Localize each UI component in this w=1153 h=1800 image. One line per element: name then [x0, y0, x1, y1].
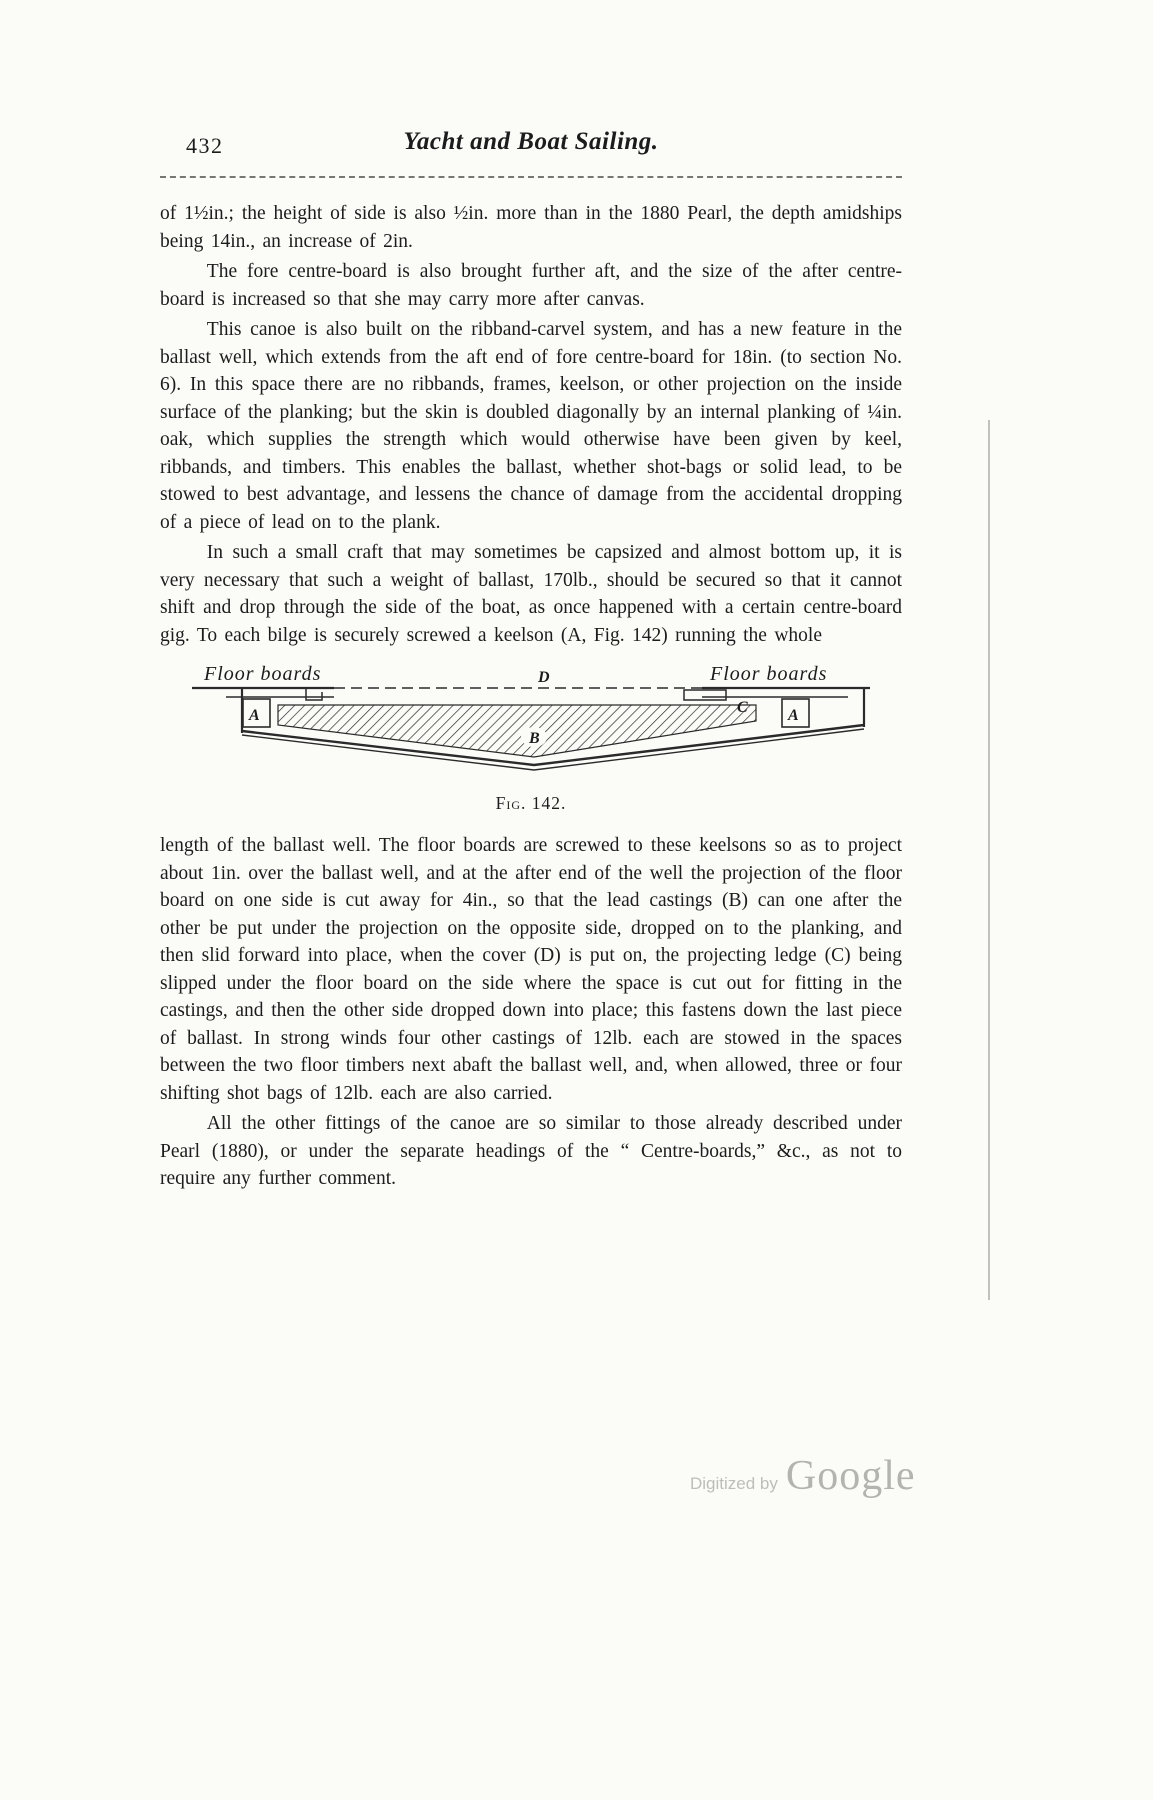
figure-caption: Fig. 142.	[495, 793, 567, 813]
body-paragraph-4: In such a small craft that may sometimes be capsized and almost bottom up, it is very necessary that such a weight of ballast, 170lb., should be secured so that it cannot shift and drop through the side of the boat, as once happened with a certain centre-board gig. To each bilge is securely screwed a keelson (A, Fig. 142) running the whole	[160, 542, 902, 646]
body-paragraph-5: length of the ballast well. The floor boards are screwed to these keelsons so as to project about 1in. over the ballast well, and at the after end of the well the projection of the floor board on one side is cut away for 4in., so that the lead castings (B) can one after the other be put under the projection on the opposite side, dropped on to the planking, and then slid forward into place, when the cover (D) is put on, the projecting ledge (C) being slipped under the floor board on the side where the space is cut out for fitting in the castings, and then the other side dropped down into place; this fastens down the last piece of ballast. In strong winds four other castings of 12lb. each are stowed in the spaces between the two floor timbers next abaft the ballast well, and, when allowed, three or four shifting shot bags of 12lb. each are also carried.	[160, 835, 902, 1104]
page-header	[160, 128, 902, 166]
body-paragraph-6: All the other fittings of the canoe are so similar to those already described under Pearl (1880), or under the separate headings of the “ Centre-boards,” &c., as not to require any further comment.	[160, 1113, 902, 1189]
digitized-by-text: Digitized by	[690, 1474, 778, 1493]
google-logo-text: Google	[785, 1453, 916, 1499]
ledge-label-c: C	[737, 699, 748, 716]
keelson-label-a-left: A	[249, 707, 260, 724]
lead-casting-hatch	[278, 705, 756, 757]
cover-label-d: D	[538, 669, 550, 686]
body-text	[160, 200, 902, 1193]
body-paragraph-2: The fore centre-board is also brought further aft, and the size of the after centre-board is increased so that she may carry more after canvas.	[160, 261, 902, 310]
page-content	[160, 128, 902, 1196]
floor-boards-label-right: Floor boards	[710, 665, 828, 685]
book-title: Yacht and Boat Sailing.	[403, 128, 659, 155]
page-edge-scan-line	[988, 420, 990, 1300]
keelson-label-a-right: A	[788, 707, 799, 724]
figure-142	[186, 665, 876, 814]
body-paragraph-1: of 1½in.; the height of side is also ½in. more than in the 1880 Pearl, the depth amidships being 14in., an increase of 2in.	[160, 203, 902, 252]
floor-boards-label-left: Floor boards	[204, 665, 322, 685]
body-paragraph-3: This canoe is also built on the ribband-carvel system, and has a new feature in the ballast well, which extends from the aft end of fore centre-board for 18in. (to section No. 6). In this space there are no ribbands, frames, keelson, or other projection on the inside surface of the planking; but the skin is doubled diagonally by an internal planking of ¼in. oak, which supplies the strength which would otherwise have been given by keel, ribbands, and timbers. This enables the ballast, whether shot-bags or solid lead, to be stowed to best advantage, and lessens the chance of damage from the accidental dropping of a piece of lead on to the plank.	[160, 319, 902, 533]
header-rule	[160, 176, 902, 178]
casting-label-b: B	[529, 730, 540, 747]
page-number: 432	[186, 133, 224, 158]
ballast-well-diagram	[186, 665, 876, 783]
digitized-by-watermark	[690, 1452, 916, 1500]
